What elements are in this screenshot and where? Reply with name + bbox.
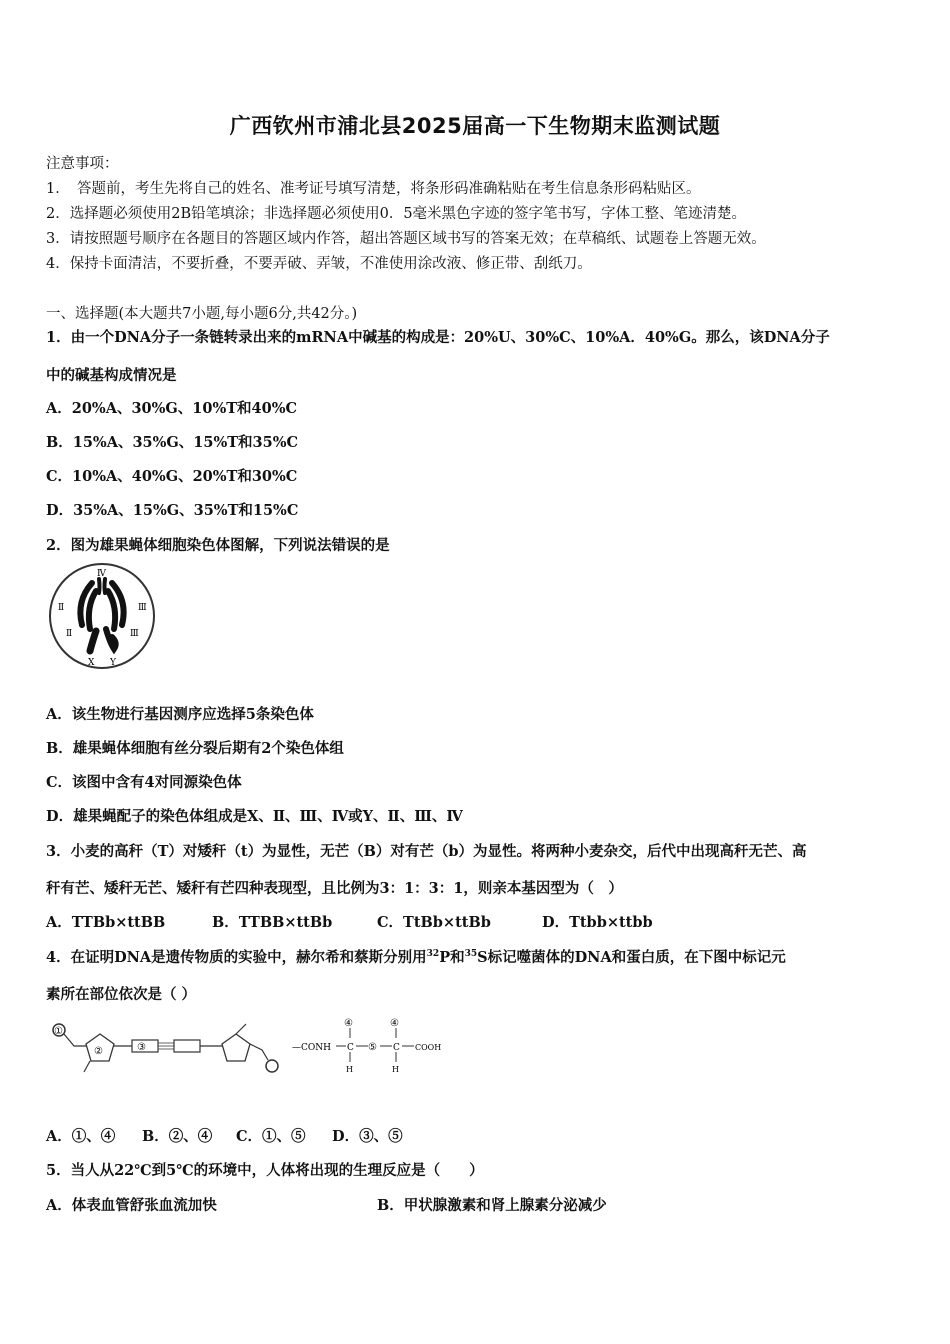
question-4-stem-cont: 素所在部位依次是（ ） [46,986,197,1003]
q1-option-d: D．35%A、15%G、35%T和15%C [46,502,299,519]
q1-option-a: A．20%A、30%G、10%T和40%C [46,400,298,417]
chromosome-iv-left [99,579,100,593]
q2-option-c: C．该图中含有4对同源染色体 [46,774,242,791]
nucleotide-aminoacid-figure [46,1016,456,1086]
label-c-2: C [393,1043,400,1053]
q4-option-d: D．③、⑤ [332,1128,403,1145]
question-4-stem [46,946,786,967]
label-2: ② [94,1046,103,1057]
label-4-a: ④ [344,1018,353,1029]
chromosome-figure [44,563,160,673]
q4-stem-pre: 4．在证明DNA是遗传物质的实验中，赫尔希和蔡斯分别用 [46,949,427,966]
question-5-stem: 5．当人从22℃到5℃的环境中，人体将出现的生理反应是（ ） [46,1162,484,1179]
chromosome-ii-b [89,591,96,629]
label-5: ⑤ [368,1042,377,1053]
q5-option-b: B．甲状腺激素和肾上腺素分泌减少 [377,1197,607,1214]
notice-item: 1． 答题前，考生先将自己的姓名、准考证号填写清楚，将条形码准确粘贴在考生信息条形码粘贴区。 [46,181,701,197]
label-cooh: COOH [415,1043,442,1052]
label-iii-top: Ⅲ [138,603,147,613]
q3-option-a: A．TTBb×ttBB [46,914,166,931]
q1-option-c: C．10%A、40%G、20%T和30%C [46,468,298,485]
label-1: ① [54,1026,63,1037]
question-2-stem: 2．图为雄果蝇体细胞染色体图解，下列说法错误的是 [46,537,390,554]
q4-stem-mid: P和 [439,949,465,966]
label-c-1: C [347,1043,354,1053]
notice-item: 3．请按照题号顺序在各题目的答题区域内作答，超出答题区域书写的答案无效；在草稿纸、试题卷上答题无效。 [46,231,766,247]
q1-option-b: B．15%A、35%G、15%T和35%C [46,434,299,451]
label-ii-top: Ⅱ [58,603,65,613]
question-3-stem-cont: 秆有芒、矮秆无芒、矮秆有芒四种表现型，且比例为3：1：3：1，则亲本基因型为（ ） [46,880,623,897]
notice-item: 2．选择题必须使用2B铅笔填涂；非选择题必须使用0．5毫米黑色字迹的签字笔书写，字体工整、笔迹清楚。 [46,206,747,222]
q2-option-b: B．雄果蝇体细胞有丝分裂后期有2个染色体组 [46,740,344,757]
q5-option-a: A．体表血管舒张血流加快 [46,1197,217,1214]
label-4-b: ④ [390,1018,399,1029]
notice-item: 4．保持卡面清洁，不要折叠，不要弄破、弄皱，不准使用涂改液、修正带、刮纸刀。 [46,256,592,272]
label-h-2: H [392,1065,399,1074]
phosphate-circle-2 [266,1060,278,1072]
notice-heading: 注意事项： [46,156,119,172]
label-iii-bottom: Ⅲ [130,629,139,639]
label-ii-bottom: Ⅱ [66,629,73,639]
cell-outline [50,564,154,668]
q4-option-c: C．①、⑤ [236,1128,306,1145]
question-3-stem: 3．小麦的高秆（T）对矮秆（t）为显性，无芒（B）对有芒（b）为显性。将两种小麦杂交，后代中出现高秆无芒、高 [46,843,807,860]
label-x: X [88,658,95,668]
label-3: ③ [137,1042,146,1053]
q4-sup-32: 32 [426,949,440,960]
base-box-2 [174,1040,200,1052]
label-h-1: H [346,1065,353,1074]
label-y: Y [110,658,116,668]
chromosome-y [106,629,116,649]
chromosome-iii-b [108,591,115,629]
chromosome-x [90,631,96,651]
label-iv: Ⅳ [97,569,106,579]
q4-option-b: B．②、④ [142,1128,213,1145]
label-conh: —CONH [292,1043,331,1053]
pentose-2 [222,1034,250,1061]
q4-sup-35: 35 [464,949,478,960]
q3-option-c: C．TtBb×ttBb [377,914,491,931]
question-1-stem: 1．由一个DNA分子一条链转录出来的mRNA中碱基的构成是：20%U、30%C、10%A．40%G。那么，该DNA分子 [46,329,830,346]
page-title: 广西钦州市浦北县2025届高一下生物期末监测试题 [229,114,721,138]
q4-option-a: A．①、④ [46,1128,116,1145]
q3-option-b: B．TTBB×ttBb [212,914,333,931]
chromosome-iv-right [105,579,106,593]
q2-option-a: A．该生物进行基因测序应选择5条染色体 [46,706,314,723]
q3-option-d: D．Ttbb×ttbb [542,914,653,931]
q4-stem-post: S标记噬菌体的DNA和蛋白质，在下图中标记元 [477,949,786,966]
question-1-stem-cont: 中的碱基构成情况是 [46,367,177,384]
q2-option-d: D．雄果蝇配子的染色体组成是X、Ⅱ、Ⅲ、Ⅳ或Y、Ⅱ、Ⅲ、Ⅳ [46,808,463,825]
section-heading: 一、选择题(本大题共7小题,每小题6分,共42分。) [46,306,358,322]
